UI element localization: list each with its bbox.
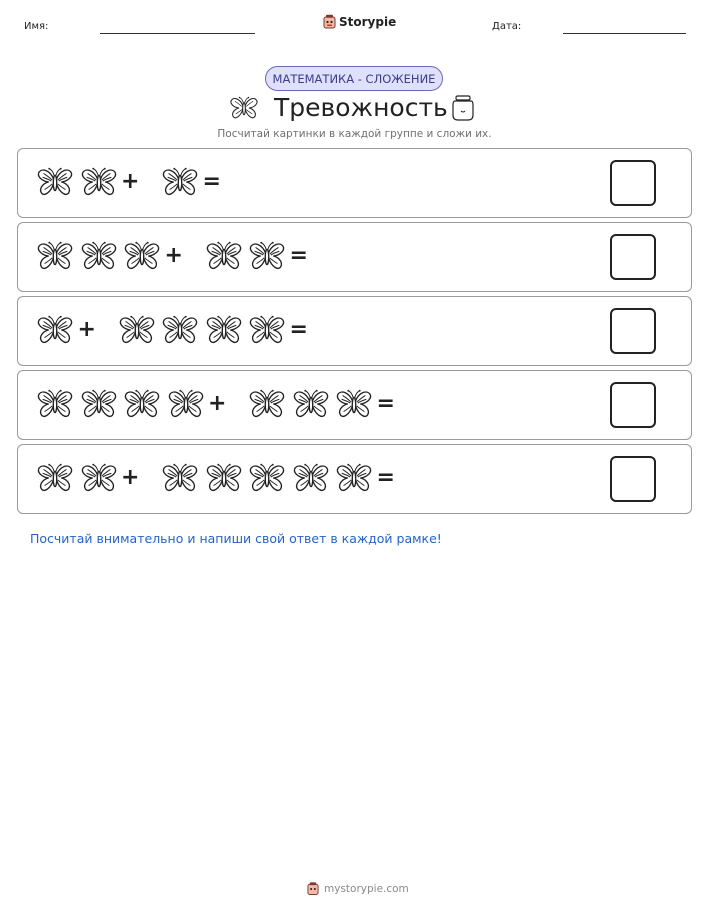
name-label: Имя:	[24, 21, 49, 32]
butterfly-icon	[118, 313, 156, 347]
equals-sign: =	[202, 169, 221, 194]
butterfly-icon	[123, 387, 161, 421]
equals-sign: =	[289, 243, 308, 268]
answer-box[interactable]	[610, 382, 656, 428]
name-field[interactable]	[100, 33, 255, 34]
butterfly-icon	[248, 239, 286, 273]
butterfly-icon	[80, 165, 118, 199]
butterfly-icon	[36, 165, 74, 199]
butterfly-icon	[161, 313, 199, 347]
butterfly-icon	[36, 387, 74, 421]
category-badge: МАТЕМАТИКА - СЛОЖЕНИЕ	[265, 66, 443, 91]
butterfly-icon	[36, 313, 74, 347]
butterfly-icon	[205, 461, 243, 495]
butterfly-icon	[335, 461, 373, 495]
butterfly-icon	[80, 461, 118, 495]
butterfly-icon	[205, 313, 243, 347]
equals-sign: =	[289, 317, 308, 342]
butterfly-icon	[36, 461, 74, 495]
butterfly-icon	[248, 461, 286, 495]
butterfly-icon	[80, 239, 118, 273]
page-title: Тревожность	[274, 93, 448, 122]
plus-sign: +	[121, 169, 140, 194]
date-label: Дата:	[492, 21, 522, 32]
date-field[interactable]	[563, 33, 686, 34]
brand	[323, 14, 396, 29]
plus-sign: +	[208, 391, 227, 416]
storypie-logo-icon	[307, 881, 319, 896]
plus-sign: +	[121, 465, 140, 490]
plus-sign: +	[77, 317, 96, 342]
butterfly-icon	[205, 239, 243, 273]
answer-box[interactable]	[610, 308, 656, 354]
problem-row	[17, 444, 692, 514]
instructions: Посчитай картинки в каждой группе и сложи их.	[217, 128, 492, 140]
equals-sign: =	[376, 391, 395, 416]
problem-row	[17, 222, 692, 292]
brand-name: Storypie	[339, 14, 397, 29]
butterfly-icon	[167, 387, 205, 421]
answer-box[interactable]	[610, 234, 656, 280]
equals-sign: =	[376, 465, 395, 490]
answer-box[interactable]	[610, 160, 656, 206]
storypie-logo-icon	[323, 14, 336, 29]
butterfly-icon	[335, 387, 373, 421]
butterfly-icon	[229, 95, 259, 121]
butterfly-icon	[292, 461, 330, 495]
footer-site: mystorypie.com	[324, 882, 409, 895]
butterfly-icon	[161, 461, 199, 495]
plus-sign: +	[164, 243, 183, 268]
butterfly-icon	[161, 165, 199, 199]
problem-row	[17, 296, 692, 366]
butterfly-icon	[123, 239, 161, 273]
butterfly-icon	[248, 313, 286, 347]
footer-note: Посчитай внимательно и напиши свой ответ в каждой рамке!	[30, 531, 442, 546]
butterfly-icon	[292, 387, 330, 421]
footer	[307, 881, 409, 896]
butterfly-icon	[248, 387, 286, 421]
butterfly-icon	[80, 387, 118, 421]
butterfly-icon	[36, 239, 74, 273]
answer-box[interactable]	[610, 456, 656, 502]
jar-icon	[452, 95, 474, 121]
problem-row	[17, 370, 692, 440]
title-row	[0, 92, 709, 124]
problem-row	[17, 148, 692, 218]
